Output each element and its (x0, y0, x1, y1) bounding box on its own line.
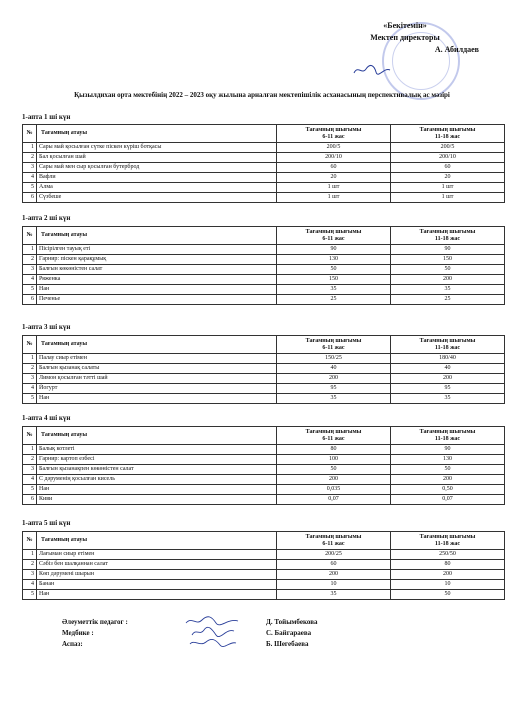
dish-name: Сәбіз бен шалқаннан салат (37, 560, 277, 570)
row-number: 3 (23, 265, 37, 275)
row-number: 2 (23, 364, 37, 374)
portion-11-18: 200 (391, 374, 505, 384)
header-line: 11-18 жас (434, 435, 461, 442)
dish-name: Лағыман сиыр етімен (37, 550, 277, 560)
signature-3 (182, 637, 242, 649)
table-header-row (23, 427, 505, 445)
portion-6-11: 25 (277, 295, 391, 305)
portion-6-11: 35 (277, 590, 391, 600)
table-row (23, 364, 505, 374)
portion-6-11: 90 (277, 245, 391, 255)
table-row (23, 495, 505, 505)
row-number: 1 (23, 550, 37, 560)
table-row (23, 580, 505, 590)
portion-11-18: 60 (391, 163, 505, 173)
header-line: Тағамның шығымы (419, 228, 476, 235)
dish-name: Ряженка (37, 275, 277, 285)
header-num: № (23, 532, 37, 550)
portion-6-11: 40 (277, 364, 391, 374)
portion-11-18: 200 (391, 570, 505, 580)
table-row (23, 255, 505, 265)
row-number: 5 (23, 183, 37, 193)
portion-11-18: 200/5 (391, 143, 505, 153)
header-line: 6-11 жас (322, 435, 345, 442)
dish-name: Вафли (37, 173, 277, 183)
portion-11-18: 95 (391, 384, 505, 394)
table-row (23, 285, 505, 295)
row-number: 1 (23, 445, 37, 455)
portion-6-11: 200/10 (277, 153, 391, 163)
row-number: 1 (23, 354, 37, 364)
dish-name: Йогурт (37, 384, 277, 394)
table-row (23, 265, 505, 275)
table-row (23, 550, 505, 560)
dish-name: Нан (37, 285, 277, 295)
portion-6-11: 200 (277, 374, 391, 384)
header-line: Тағамның шығымы (305, 228, 362, 235)
footer-row (62, 639, 392, 650)
header-qty-b (391, 125, 505, 143)
row-number: 3 (23, 465, 37, 475)
approval-line-3: А. Абилдаев (434, 45, 479, 54)
portion-11-18: 10 (391, 580, 505, 590)
portion-6-11: 200 (277, 475, 391, 485)
table-row (23, 374, 505, 384)
table-row (23, 295, 505, 305)
table-row (23, 485, 505, 495)
director-signature (352, 63, 392, 77)
dish-name: Сүзбеше (37, 193, 277, 203)
portion-11-18: 150 (391, 255, 505, 265)
portion-11-18: 90 (391, 245, 505, 255)
dish-name: Гарнир: піскен қарақұмық (37, 255, 277, 265)
header-qty-b (391, 227, 505, 245)
header-qty-a (277, 227, 391, 245)
row-number: 4 (23, 475, 37, 485)
header-num: № (23, 125, 37, 143)
header-line: Тағамның шығымы (305, 428, 362, 435)
header-dish-name: Тағамның атауы (37, 336, 277, 354)
row-number: 4 (23, 580, 37, 590)
table-row (23, 183, 505, 193)
header-line: Тағамның шығымы (419, 428, 476, 435)
portion-6-11: 50 (277, 465, 391, 475)
portion-6-11: 200/25 (277, 550, 391, 560)
table-row (23, 275, 505, 285)
row-number: 6 (23, 193, 37, 203)
portion-11-18: 0,07 (391, 495, 505, 505)
portion-6-11: 50 (277, 265, 391, 275)
portion-6-11: 150/25 (277, 354, 391, 364)
table-row (23, 590, 505, 600)
document-title: Қызылдихан орта мектебінің 2022 – 2023 оқу жылына арналған мектепішілік асханасының перспективалық ас мәзірі (74, 91, 450, 99)
table-row (23, 163, 505, 173)
footer-role: Әлеуметтік педагог : (62, 618, 128, 626)
table-header-row (23, 227, 505, 245)
table-row (23, 153, 505, 163)
portion-11-18: 200/10 (391, 153, 505, 163)
header-line: 6-11 жас (322, 235, 345, 242)
dish-name: Балғын қызанақпен көкөністен салат (37, 465, 277, 475)
header-line: 11-18 жас (434, 540, 461, 547)
dish-name: Сары май мен сыр қосылған бутерброд (37, 163, 277, 173)
header-dish-name: Тағамның атауы (37, 427, 277, 445)
footer-role: Медбике : (62, 629, 94, 637)
table-row (23, 193, 505, 203)
header-line: 6-11 жас (322, 133, 345, 140)
table-row (23, 384, 505, 394)
dish-name: Алма (37, 183, 277, 193)
portion-6-11: 60 (277, 163, 391, 173)
table-header-row (23, 532, 505, 550)
row-number: 4 (23, 384, 37, 394)
portion-11-18: 180/40 (391, 354, 505, 364)
header-line: 11-18 жас (434, 133, 461, 140)
portion-11-18: 1 шт (391, 193, 505, 203)
dish-name: Балғын көкөністен салат (37, 265, 277, 275)
header-qty-a (277, 427, 391, 445)
row-number: 2 (23, 560, 37, 570)
dish-name: Балғын қызанақ салаты (37, 364, 277, 374)
approval-line-2: Мектеп директоры (370, 33, 440, 42)
portion-11-18: 250/50 (391, 550, 505, 560)
header-line: Тағамның шығымы (419, 126, 476, 133)
dish-name: Көп дәрумені шырын (37, 570, 277, 580)
menu-table (22, 226, 505, 305)
portion-11-18: 50 (391, 465, 505, 475)
row-number: 1 (23, 143, 37, 153)
dish-name: Нан (37, 485, 277, 495)
portion-6-11: 35 (277, 394, 391, 404)
row-number: 3 (23, 374, 37, 384)
signatures-footer (62, 617, 392, 650)
row-number: 3 (23, 570, 37, 580)
day-heading: 1-апта 3 ші күн (22, 323, 71, 331)
header-line: Тағамның шығымы (419, 337, 476, 344)
row-number: 6 (23, 295, 37, 305)
day-heading: 1-апта 5 ші күн (22, 519, 71, 527)
header-qty-b (391, 427, 505, 445)
table-row (23, 445, 505, 455)
table-row (23, 455, 505, 465)
header-qty-a (277, 336, 391, 354)
dish-name: Балық котлеті (37, 445, 277, 455)
portion-11-18: 1 шт (391, 183, 505, 193)
row-number: 2 (23, 255, 37, 265)
dish-name: Печенье (37, 295, 277, 305)
row-number: 3 (23, 163, 37, 173)
dish-name: Бал қосылған шай (37, 153, 277, 163)
menu-table (22, 335, 505, 404)
header-line: 11-18 жас (434, 344, 461, 351)
portion-6-11: 60 (277, 560, 391, 570)
row-number: 6 (23, 495, 37, 505)
header-line: 6-11 жас (322, 344, 345, 351)
table-row (23, 465, 505, 475)
portion-11-18: 80 (391, 560, 505, 570)
dish-name: Сары май қосылған сүтке піскен күріш ботқасы (37, 143, 277, 153)
portion-6-11: 80 (277, 445, 391, 455)
row-number: 2 (23, 153, 37, 163)
header-line: Тағамның шығымы (305, 337, 362, 344)
menu-table (22, 531, 505, 600)
dish-name: Банан (37, 580, 277, 590)
portion-6-11: 10 (277, 580, 391, 590)
row-number: 5 (23, 394, 37, 404)
portion-11-18: 90 (391, 445, 505, 455)
header-qty-a (277, 125, 391, 143)
row-number: 5 (23, 285, 37, 295)
header-num: № (23, 427, 37, 445)
portion-11-18: 40 (391, 364, 505, 374)
portion-6-11: 35 (277, 285, 391, 295)
header-dish-name: Тағамның атауы (37, 227, 277, 245)
portion-6-11: 0,07 (277, 495, 391, 505)
header-line: 11-18 жас (434, 235, 461, 242)
portion-6-11: 200/5 (277, 143, 391, 153)
day-heading: 1-апта 1 ші күн (22, 113, 71, 121)
portion-6-11: 150 (277, 275, 391, 285)
table-header-row (23, 125, 505, 143)
portion-6-11: 1 шт (277, 193, 391, 203)
header-dish-name: Тағамның атауы (37, 125, 277, 143)
portion-6-11: 100 (277, 455, 391, 465)
header-qty-b (391, 532, 505, 550)
row-number: 5 (23, 485, 37, 495)
dish-name: Пісірілген тауық еті (37, 245, 277, 255)
row-number: 4 (23, 173, 37, 183)
header-line: Тағамның шығымы (305, 126, 362, 133)
footer-person: С. Байгараева (266, 629, 312, 637)
portion-11-18: 200 (391, 275, 505, 285)
portion-11-18: 35 (391, 285, 505, 295)
table-row (23, 354, 505, 364)
row-number: 5 (23, 590, 37, 600)
approval-block (325, 20, 485, 56)
portion-11-18: 200 (391, 475, 505, 485)
day-heading: 1-апта 4 ші күн (22, 414, 71, 422)
dish-name: Киви (37, 495, 277, 505)
row-number: 2 (23, 455, 37, 465)
table-row (23, 173, 505, 183)
dish-name: Нан (37, 590, 277, 600)
table-row (23, 394, 505, 404)
menu-table (22, 124, 505, 203)
header-num: № (23, 336, 37, 354)
day-heading: 1-апта 2 ші күн (22, 214, 71, 222)
header-line: Тағамның шығымы (305, 533, 362, 540)
footer-person: Д. Тойымбекова (266, 618, 318, 626)
portion-11-18: 35 (391, 394, 505, 404)
portion-6-11: 130 (277, 255, 391, 265)
header-qty-a (277, 532, 391, 550)
header-num: № (23, 227, 37, 245)
dish-name: Палау сиыр етімен (37, 354, 277, 364)
table-header-row (23, 336, 505, 354)
portion-11-18: 130 (391, 455, 505, 465)
table-row (23, 143, 505, 153)
table-row (23, 570, 505, 580)
footer-person: Б. Шегебаева (266, 640, 309, 648)
header-line: Тағамның шығымы (419, 533, 476, 540)
table-row (23, 475, 505, 485)
portion-11-18: 50 (391, 265, 505, 275)
portion-11-18: 0,50 (391, 485, 505, 495)
row-number: 4 (23, 275, 37, 285)
dish-name: Нан (37, 394, 277, 404)
dish-name: Лимон қосылған тәтті шай (37, 374, 277, 384)
portion-6-11: 95 (277, 384, 391, 394)
approval-line-1: «Бекітемін» (383, 21, 427, 30)
dish-name: С дәруменің қосылған кисель (37, 475, 277, 485)
portion-6-11: 20 (277, 173, 391, 183)
row-number: 1 (23, 245, 37, 255)
portion-11-18: 20 (391, 173, 505, 183)
table-row (23, 245, 505, 255)
portion-6-11: 200 (277, 570, 391, 580)
portion-11-18: 25 (391, 295, 505, 305)
dish-name: Гарнир: картоп езбесі (37, 455, 277, 465)
header-qty-b (391, 336, 505, 354)
header-line: 6-11 жас (322, 540, 345, 547)
table-row (23, 560, 505, 570)
header-dish-name: Тағамның атауы (37, 532, 277, 550)
portion-11-18: 50 (391, 590, 505, 600)
menu-table (22, 426, 505, 505)
portion-6-11: 1 шт (277, 183, 391, 193)
portion-6-11: 0,035 (277, 485, 391, 495)
footer-role: Аспаз: (62, 640, 83, 648)
